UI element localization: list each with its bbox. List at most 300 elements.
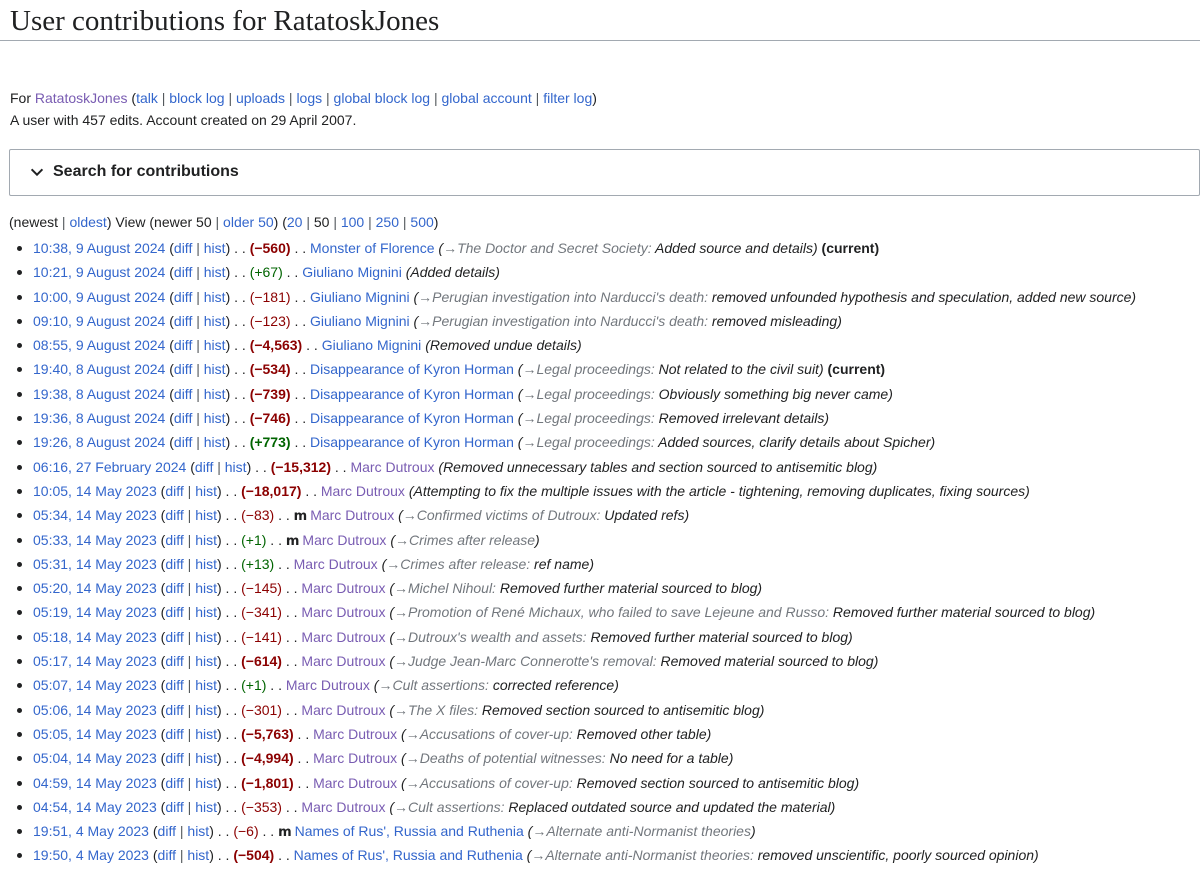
size-change: (−353) (241, 798, 282, 815)
contribution-row: 10:38, 9 August 2024 (diff | hist) . . (−560) . . Monster of Florence (→The Doctor and Secret Society: Added source and details) (current) (33, 236, 1136, 260)
section-link[interactable] (394, 604, 829, 620)
separator: | (196, 288, 200, 305)
contributions-list (9, 236, 1136, 868)
edit-summary: (→Alternate anti-Normanist theories) (527, 823, 756, 840)
separator: | (187, 531, 192, 548)
section-arrow: → (394, 798, 409, 815)
contribution-date-link[interactable]: 04:54, 14 May 2023 (33, 798, 157, 815)
summary-text: removed misleading (708, 312, 838, 329)
article-link[interactable]: Monster of Florence (310, 240, 435, 256)
hist-link[interactable]: hist (195, 531, 217, 548)
contribution-date-link[interactable]: 19:38, 8 August 2024 (33, 385, 166, 402)
contribution-date-link[interactable]: 04:59, 14 May 2023 (33, 774, 157, 791)
user-tools-line: For RatatoskJones (talk | block log | uploads | logs | global block log | global account | filter log) (10, 90, 597, 106)
separator-dots: . . (225, 604, 238, 621)
edit-summary: (→Dutroux's wealth and assets: Removed further material sourced to blog) (389, 628, 853, 645)
section-arrow: → (522, 434, 537, 451)
section-name: Accusations of cover-up: (419, 774, 573, 791)
limit-500-link[interactable]: 500 (410, 214, 434, 230)
separator: | (433, 90, 438, 106)
contribution-row: 19:36, 8 August 2024 (diff | hist) . . (−746) . . Disappearance of Kyron Horman (→Legal proceedings: Removed irrelevant details) (33, 406, 1136, 430)
oldest-link[interactable]: oldest (69, 214, 107, 230)
section-link[interactable] (394, 799, 504, 815)
diff-link[interactable]: diff (173, 410, 193, 427)
contribution-row: 04:54, 14 May 2023 (diff | hist) . . (−353) . . Marc Dutroux (→Cult assertions: Replaced outdated source and updated the material) (33, 795, 1136, 819)
separator: | (179, 823, 184, 840)
diff-link[interactable]: diff (173, 240, 193, 256)
diff-link[interactable]: diff (194, 458, 214, 475)
section-name: Accusations of cover-up: (419, 725, 573, 742)
section-arrow: → (443, 240, 458, 256)
edit-summary: (→Legal proceedings: Obviously something big never came) (517, 385, 893, 402)
contribution-row: 05:05, 14 May 2023 (diff | hist) . . (−5,763) . . Marc Dutroux (→Accusations of cover-up: Removed other table) (33, 722, 1136, 746)
contribution-date-link[interactable]: 05:31, 14 May 2023 (33, 555, 157, 572)
section-arrow: → (405, 774, 420, 791)
article-link[interactable]: Names of Rus', Russia and Ruthenia (293, 847, 523, 864)
separator: | (196, 240, 200, 256)
separator-dots: . . (278, 555, 290, 572)
contribution-row: 19:38, 8 August 2024 (diff | hist) . . (−739) . . Disappearance of Kyron Horman (→Legal proceedings: Obviously something big never came) (33, 382, 1136, 406)
diff-link[interactable]: diff (165, 580, 184, 597)
article-link[interactable]: Marc Dutroux (301, 604, 386, 621)
article-link[interactable]: Names of Rus', Russia and Ruthenia (294, 823, 524, 840)
contribution-date-link[interactable]: 09:10, 9 August 2024 (33, 312, 166, 329)
contribution-row: 10:05, 14 May 2023 (diff | hist) . . (−18,017) . . Marc Dutroux (Attempting to fix the multiple issues with the article - tightening, removing duplicates, fixing sources) (33, 479, 1136, 503)
separator: | (161, 90, 166, 106)
contribution-row: 19:51, 4 May 2023 (diff | hist) . . (−6) . . m Names of Rus', Russia and Ruthenia (→Alternate anti-Normanist theories) (33, 819, 1136, 843)
contribution-date-link[interactable]: 05:07, 14 May 2023 (33, 677, 157, 694)
section-link[interactable] (394, 702, 478, 718)
diff-link[interactable]: diff (173, 337, 193, 354)
section-name: Legal proceedings: (536, 434, 655, 451)
separator: | (196, 385, 200, 402)
diff-link[interactable]: diff (173, 385, 193, 402)
contribution-date-link[interactable]: 05:34, 14 May 2023 (33, 507, 157, 524)
hist-link[interactable]: hist (203, 240, 226, 256)
article-link[interactable]: Marc Dutroux (313, 774, 398, 791)
contribution-date-link[interactable]: 05:05, 14 May 2023 (33, 725, 157, 742)
separator-dots: . . (225, 725, 238, 742)
article-link[interactable]: Giuliano Mignini (310, 288, 410, 305)
hist-link[interactable]: hist (195, 725, 217, 742)
hist-link[interactable]: hist (187, 847, 210, 864)
section-link[interactable] (532, 823, 751, 839)
separator: | (187, 482, 192, 499)
contribution-date-link[interactable]: 19:51, 4 May 2023 (33, 823, 149, 840)
article-link[interactable]: Marc Dutroux (293, 555, 378, 572)
edit-summary: (→Accusations of cover-up: Removed other table) (401, 725, 712, 742)
hist-link[interactable]: hist (195, 774, 217, 791)
size-change: (−123) (249, 312, 291, 329)
limit-250-link[interactable]: 250 (375, 214, 399, 230)
diff-link[interactable]: diff (165, 604, 184, 621)
contribution-date-link[interactable]: 10:21, 9 August 2024 (33, 264, 166, 281)
size-change: (+13) (241, 555, 275, 572)
diff-link[interactable]: diff (165, 725, 184, 742)
summary-text: No need for a table (605, 750, 729, 767)
section-link[interactable] (403, 507, 601, 523)
separator-dots: . . (285, 604, 298, 621)
section-link[interactable] (418, 289, 708, 305)
section-name: Dutroux's wealth and assets: (408, 628, 587, 645)
limit-50-current: 50 (313, 214, 330, 230)
separator-dots: . . (225, 628, 238, 645)
section-name: The X files: (408, 701, 479, 718)
global-account-link[interactable]: global account (441, 90, 532, 106)
section-link[interactable] (522, 434, 654, 450)
hist-link[interactable]: hist (203, 312, 226, 329)
separator: | (187, 604, 192, 621)
section-arrow: → (394, 653, 409, 670)
separator-dots: . . (234, 312, 246, 329)
hist-link[interactable]: hist (195, 677, 217, 694)
summary-text: Added source and details (651, 240, 813, 256)
size-change: (−560) (249, 240, 291, 256)
size-change: (+67) (249, 264, 283, 281)
section-name: Michel Nihoul: (408, 580, 496, 597)
diff-link[interactable]: diff (173, 434, 193, 451)
separator: | (326, 90, 330, 106)
summary-text: Not related to the civil suit (654, 361, 819, 378)
newer-label: newer 50 (154, 214, 212, 230)
edit-summary: (Removed undue details) (425, 337, 582, 354)
diff-link[interactable]: diff (165, 555, 184, 572)
edit-summary: (→Perugian investigation into Narducci's death: removed misleading) (413, 312, 842, 329)
section-name: Perugian investigation into Narducci's death: (432, 312, 709, 329)
section-link[interactable] (394, 629, 587, 645)
article-link[interactable]: Marc Dutroux (350, 458, 435, 475)
article-link[interactable]: Marc Dutroux (302, 531, 387, 548)
logs-link[interactable]: logs (296, 90, 323, 106)
filter-log-link[interactable]: filter log (543, 90, 593, 106)
separator-dots: . . (234, 361, 246, 378)
section-link[interactable] (522, 410, 654, 426)
diff-link[interactable]: diff (165, 750, 184, 767)
diff-link[interactable]: diff (165, 701, 184, 718)
separator: | (61, 214, 66, 230)
summary-text: Removed material sourced to blog (656, 653, 874, 670)
article-link[interactable]: Disappearance of Kyron Horman (310, 434, 514, 451)
edit-summary: (Attempting to fix the multiple issues with the article - tightening, removing duplicates, fixing sources) (408, 482, 1030, 499)
section-arrow: → (418, 312, 433, 329)
article-link[interactable]: Marc Dutroux (320, 482, 405, 499)
diff-link[interactable]: diff (157, 847, 176, 864)
article-link[interactable]: Giuliano Mignini (321, 337, 422, 354)
separator: | (288, 90, 293, 106)
size-change: (−739) (249, 385, 291, 402)
account-info: A user with 457 edits. Account created on 29 April 2007. (10, 112, 357, 128)
contribution-date-link[interactable]: 05:18, 14 May 2023 (33, 628, 157, 645)
hist-link[interactable]: hist (195, 482, 217, 499)
summary-text: corrected reference (488, 677, 615, 694)
hist-link[interactable]: hist (203, 337, 226, 354)
separator-dots: . . (255, 458, 267, 475)
diff-link[interactable]: diff (165, 482, 184, 499)
contribution-date-link[interactable]: 19:26, 8 August 2024 (33, 434, 166, 451)
article-link[interactable]: Marc Dutroux (285, 677, 370, 694)
section-link[interactable] (386, 556, 530, 572)
contribution-row: 05:19, 14 May 2023 (diff | hist) . . (−341) . . Marc Dutroux (→Promotion of René Michaux, who failed to save Lejeune and Russo: Removed further material sourced to blog) (33, 600, 1136, 624)
size-change: (−181) (249, 288, 291, 305)
edit-summary: (→Legal proceedings: Added sources, clarify details about Spicher) (517, 434, 936, 451)
diff-link[interactable]: diff (165, 677, 184, 694)
hist-link[interactable]: hist (203, 434, 226, 451)
separator-dots: . . (285, 701, 298, 718)
size-change: (−6) (233, 823, 259, 840)
hist-link[interactable]: hist (203, 361, 226, 378)
contribution-row: 19:26, 8 August 2024 (diff | hist) . . (+773) . . Disappearance of Kyron Horman (→Legal proceedings: Added sources, clarify details about Spicher) (33, 430, 1136, 454)
section-link[interactable] (418, 313, 708, 329)
hist-link[interactable]: hist (203, 385, 226, 402)
hist-link[interactable]: hist (195, 507, 217, 524)
size-change: (+1) (241, 531, 267, 548)
contribution-date-link[interactable]: 10:05, 14 May 2023 (33, 482, 157, 499)
contribution-date-link[interactable]: 05:19, 14 May 2023 (33, 604, 157, 621)
hist-link[interactable]: hist (187, 823, 210, 840)
section-link[interactable] (406, 726, 573, 742)
contribution-date-link[interactable]: 05:06, 14 May 2023 (33, 701, 157, 718)
hist-link[interactable]: hist (224, 458, 247, 475)
diff-link[interactable]: diff (165, 531, 184, 548)
user-tools (10, 87, 597, 131)
section-link[interactable] (522, 361, 654, 377)
summary-text: Updated refs (600, 507, 685, 524)
section-name: The Doctor and Secret Society: (457, 240, 652, 256)
section-name: Crimes after release (409, 531, 536, 548)
diff-link[interactable]: diff (173, 264, 193, 281)
size-change: (−614) (241, 653, 282, 670)
separator: | (187, 750, 192, 767)
separator: | (196, 410, 200, 427)
summary-text: ref name (530, 555, 590, 572)
size-change: (−145) (241, 580, 282, 597)
pagination-nav: (newest | oldest) View (newer 50 | older 50) (20 | 50 | 100 | 250 | 500) (9, 214, 439, 230)
contribution-row: 05:31, 14 May 2023 (diff | hist) . . (+13) . . Marc Dutroux (→Crimes after release: ref name) (33, 552, 1136, 576)
separator-dots: . . (270, 677, 282, 694)
minor-edit-flag: m (285, 533, 300, 549)
section-name: Legal proceedings: (536, 410, 655, 427)
hist-link[interactable]: hist (203, 288, 226, 305)
section-link[interactable] (531, 847, 754, 863)
section-name: Legal proceedings: (536, 385, 655, 402)
edit-summary: (→The X files: Removed section sourced to antisemitic blog) (389, 701, 765, 718)
section-arrow: → (394, 604, 409, 621)
section-arrow: → (378, 677, 393, 694)
edit-summary: (→Crimes after release) (390, 531, 540, 548)
contribution-date-link[interactable]: 10:38, 9 August 2024 (33, 240, 166, 256)
contribution-row: 05:04, 14 May 2023 (diff | hist) . . (−4,994) . . Marc Dutroux (→Deaths of potential witnesses: No need for a table) (33, 746, 1136, 770)
hist-link[interactable]: hist (195, 701, 217, 718)
separator-dots: . . (225, 653, 238, 670)
section-link[interactable] (522, 386, 654, 402)
contribution-row: 05:17, 14 May 2023 (diff | hist) . . (−614) . . Marc Dutroux (→Judge Jean-Marc Connerotte's removal: Removed material sourced to blog) (33, 649, 1136, 673)
newest-label: newest (13, 214, 59, 230)
summary-text: Attempting to fix the multiple issues with the article - tightening, removing duplicates, fixing sources (413, 482, 1026, 499)
article-link[interactable]: Marc Dutroux (313, 725, 398, 742)
section-link[interactable] (406, 775, 573, 791)
separator-dots: . . (278, 507, 290, 524)
article-link[interactable]: Marc Dutroux (301, 628, 386, 645)
current-marker: (current) (821, 240, 880, 256)
section-link[interactable] (378, 677, 488, 693)
separator: | (228, 90, 233, 106)
summary-text: Removed other table (572, 725, 707, 742)
separator-dots: . . (294, 434, 307, 451)
separator-dots: . . (234, 410, 246, 427)
diff-link[interactable]: diff (165, 628, 184, 645)
contribution-date-link[interactable]: 08:55, 9 August 2024 (33, 337, 166, 354)
separator-dots: . . (234, 240, 246, 256)
section-name: Perugian investigation into Narducci's death: (432, 288, 709, 305)
limit-100-link[interactable]: 100 (340, 214, 365, 230)
size-change: (−504) (233, 847, 275, 864)
section-arrow: → (402, 507, 417, 524)
contribution-date-link[interactable]: 05:20, 14 May 2023 (33, 580, 157, 597)
article-link[interactable]: Marc Dutroux (313, 750, 398, 767)
diff-link[interactable]: diff (165, 507, 184, 524)
size-change: (−15,312) (270, 458, 332, 475)
section-name: Confirmed victims of Dutroux: (416, 507, 601, 524)
block-log-link[interactable]: block log (169, 90, 225, 106)
talk-link[interactable]: talk (136, 90, 158, 106)
section-link[interactable] (394, 653, 657, 669)
diff-link[interactable]: diff (165, 798, 184, 815)
hist-link[interactable]: hist (203, 264, 226, 281)
edit-summary: (→Promotion of René Michaux, who failed to save Lejeune and Russo: Removed further material sourced to blog) (389, 604, 1096, 621)
older-link[interactable]: older 50 (223, 214, 274, 230)
article-link[interactable]: Marc Dutroux (310, 507, 395, 524)
contribution-date-link[interactable]: 05:04, 14 May 2023 (33, 750, 157, 767)
separator-dots: . . (294, 385, 307, 402)
article-link[interactable]: Disappearance of Kyron Horman (310, 385, 514, 402)
section-arrow: → (394, 580, 409, 597)
article-link[interactable]: Marc Dutroux (301, 798, 386, 815)
hist-link[interactable]: hist (195, 653, 217, 670)
section-arrow: → (532, 823, 547, 840)
section-link[interactable] (406, 750, 606, 766)
edit-summary: (→Michel Nihoul: Removed further material sourced to blog) (389, 580, 763, 597)
edit-summary: (→Crimes after release: ref name) (381, 555, 594, 572)
edit-summary: (→Legal proceedings: Removed irrelevant details) (517, 410, 830, 427)
article-link[interactable]: Disappearance of Kyron Horman (310, 361, 514, 378)
separator: | (187, 507, 192, 524)
contribution-date-link[interactable]: 10:00, 9 August 2024 (33, 288, 166, 305)
section-link[interactable] (394, 580, 496, 596)
size-change: (−4,563) (249, 337, 303, 354)
separator: | (187, 677, 192, 694)
separator: | (535, 90, 540, 106)
section-name: Alternate anti-Normanist theories (546, 823, 751, 840)
separator: | (187, 774, 192, 791)
uploads-link[interactable]: uploads (235, 90, 286, 106)
hist-link[interactable]: hist (195, 628, 217, 645)
separator-dots: . . (305, 482, 317, 499)
hist-link[interactable]: hist (195, 798, 217, 815)
section-arrow: → (394, 628, 409, 645)
global-block-log-link[interactable]: global block log (333, 90, 431, 106)
size-change: (−4,994) (241, 750, 294, 767)
summary-text: Replaced outdated source and updated the material (504, 798, 831, 815)
hist-link[interactable]: hist (203, 410, 226, 427)
contribution-row: 10:21, 9 August 2024 (diff | hist) . . (+67) . . Giuliano Mignini (Added details) (33, 260, 1136, 284)
contribution-date-link[interactable]: 05:33, 14 May 2023 (33, 531, 157, 548)
diff-link[interactable]: diff (173, 312, 193, 329)
contribution-date-link[interactable]: 19:50, 4 May 2023 (33, 847, 149, 864)
edit-summary: (Added details) (405, 264, 500, 281)
size-change: (−83) (241, 507, 275, 524)
contribution-date-link[interactable]: 05:17, 14 May 2023 (33, 653, 157, 670)
summary-text: Obviously something big never came (654, 385, 889, 402)
article-link[interactable]: Giuliano Mignini (302, 264, 402, 281)
section-link[interactable] (395, 532, 535, 548)
summary-text: removed unscientific, poorly sourced opinion (753, 847, 1035, 864)
size-change: (−18,017) (241, 482, 302, 499)
diff-link[interactable]: diff (173, 288, 193, 305)
edit-summary: (→Deaths of potential witnesses: No need for a table) (401, 750, 734, 767)
section-arrow: → (531, 847, 546, 864)
separator-dots: . . (234, 288, 246, 305)
separator-dots: . . (286, 264, 299, 281)
summary-text: Removed irrelevant details (654, 410, 825, 427)
diff-link[interactable]: diff (165, 774, 184, 791)
chevron-down-icon (28, 163, 46, 181)
contribution-date-link[interactable]: 19:36, 8 August 2024 (33, 410, 166, 427)
size-change: (−301) (241, 701, 282, 718)
separator-dots: . . (225, 507, 238, 524)
separator: | (187, 701, 192, 718)
hist-link[interactable]: hist (195, 604, 217, 621)
search-contributions-toggle[interactable] (9, 149, 1200, 196)
separator-dots: . . (225, 774, 238, 791)
article-link[interactable]: Disappearance of Kyron Horman (310, 410, 514, 427)
section-name: Promotion of René Michaux, who failed to save Lejeune and Russo: (408, 604, 830, 621)
article-link[interactable]: Marc Dutroux (301, 701, 386, 718)
diff-link[interactable]: diff (173, 361, 193, 378)
diff-link[interactable]: diff (157, 823, 176, 840)
article-link[interactable]: Giuliano Mignini (310, 312, 410, 329)
section-link[interactable] (443, 240, 652, 256)
separator-dots: . . (225, 750, 238, 767)
hist-link[interactable]: hist (195, 555, 217, 572)
separator-dots: . . (217, 847, 230, 864)
size-change: (−1,801) (241, 774, 294, 791)
edit-summary: (→The Doctor and Secret Society: Added source and details) (438, 240, 818, 256)
separator: | (402, 214, 407, 230)
separator-dots: . . (225, 798, 238, 815)
limit-20-link[interactable]: 20 (286, 214, 303, 230)
hist-link[interactable]: hist (195, 750, 217, 767)
diff-link[interactable]: diff (165, 653, 184, 670)
contribution-row: 04:59, 14 May 2023 (diff | hist) . . (−1,801) . . Marc Dutroux (→Accusations of cover-up: Removed section sourced to antisemitic blog) (33, 771, 1136, 795)
contribution-date-link[interactable]: 19:40, 8 August 2024 (33, 361, 166, 378)
contribution-date-link[interactable]: 06:16, 27 February 2024 (33, 458, 187, 475)
summary-text: Removed further material sourced to blog (586, 628, 849, 645)
user-link[interactable]: RatatoskJones (34, 90, 128, 106)
size-change: (−5,763) (241, 725, 294, 742)
separator-dots: . . (297, 725, 310, 742)
section-arrow: → (394, 701, 409, 718)
separator-dots: . . (225, 580, 238, 597)
article-link[interactable]: Marc Dutroux (301, 653, 386, 670)
hist-link[interactable]: hist (195, 580, 217, 597)
separator: | (196, 312, 200, 329)
view-label: View (115, 214, 146, 230)
contribution-row: 05:18, 14 May 2023 (diff | hist) . . (−141) . . Marc Dutroux (→Dutroux's wealth and assets: Removed further material sourced to blog) (33, 625, 1136, 649)
section-arrow: → (522, 361, 537, 378)
separator: | (179, 847, 184, 864)
separator-dots: . . (234, 385, 246, 402)
article-link[interactable]: Marc Dutroux (301, 580, 386, 597)
